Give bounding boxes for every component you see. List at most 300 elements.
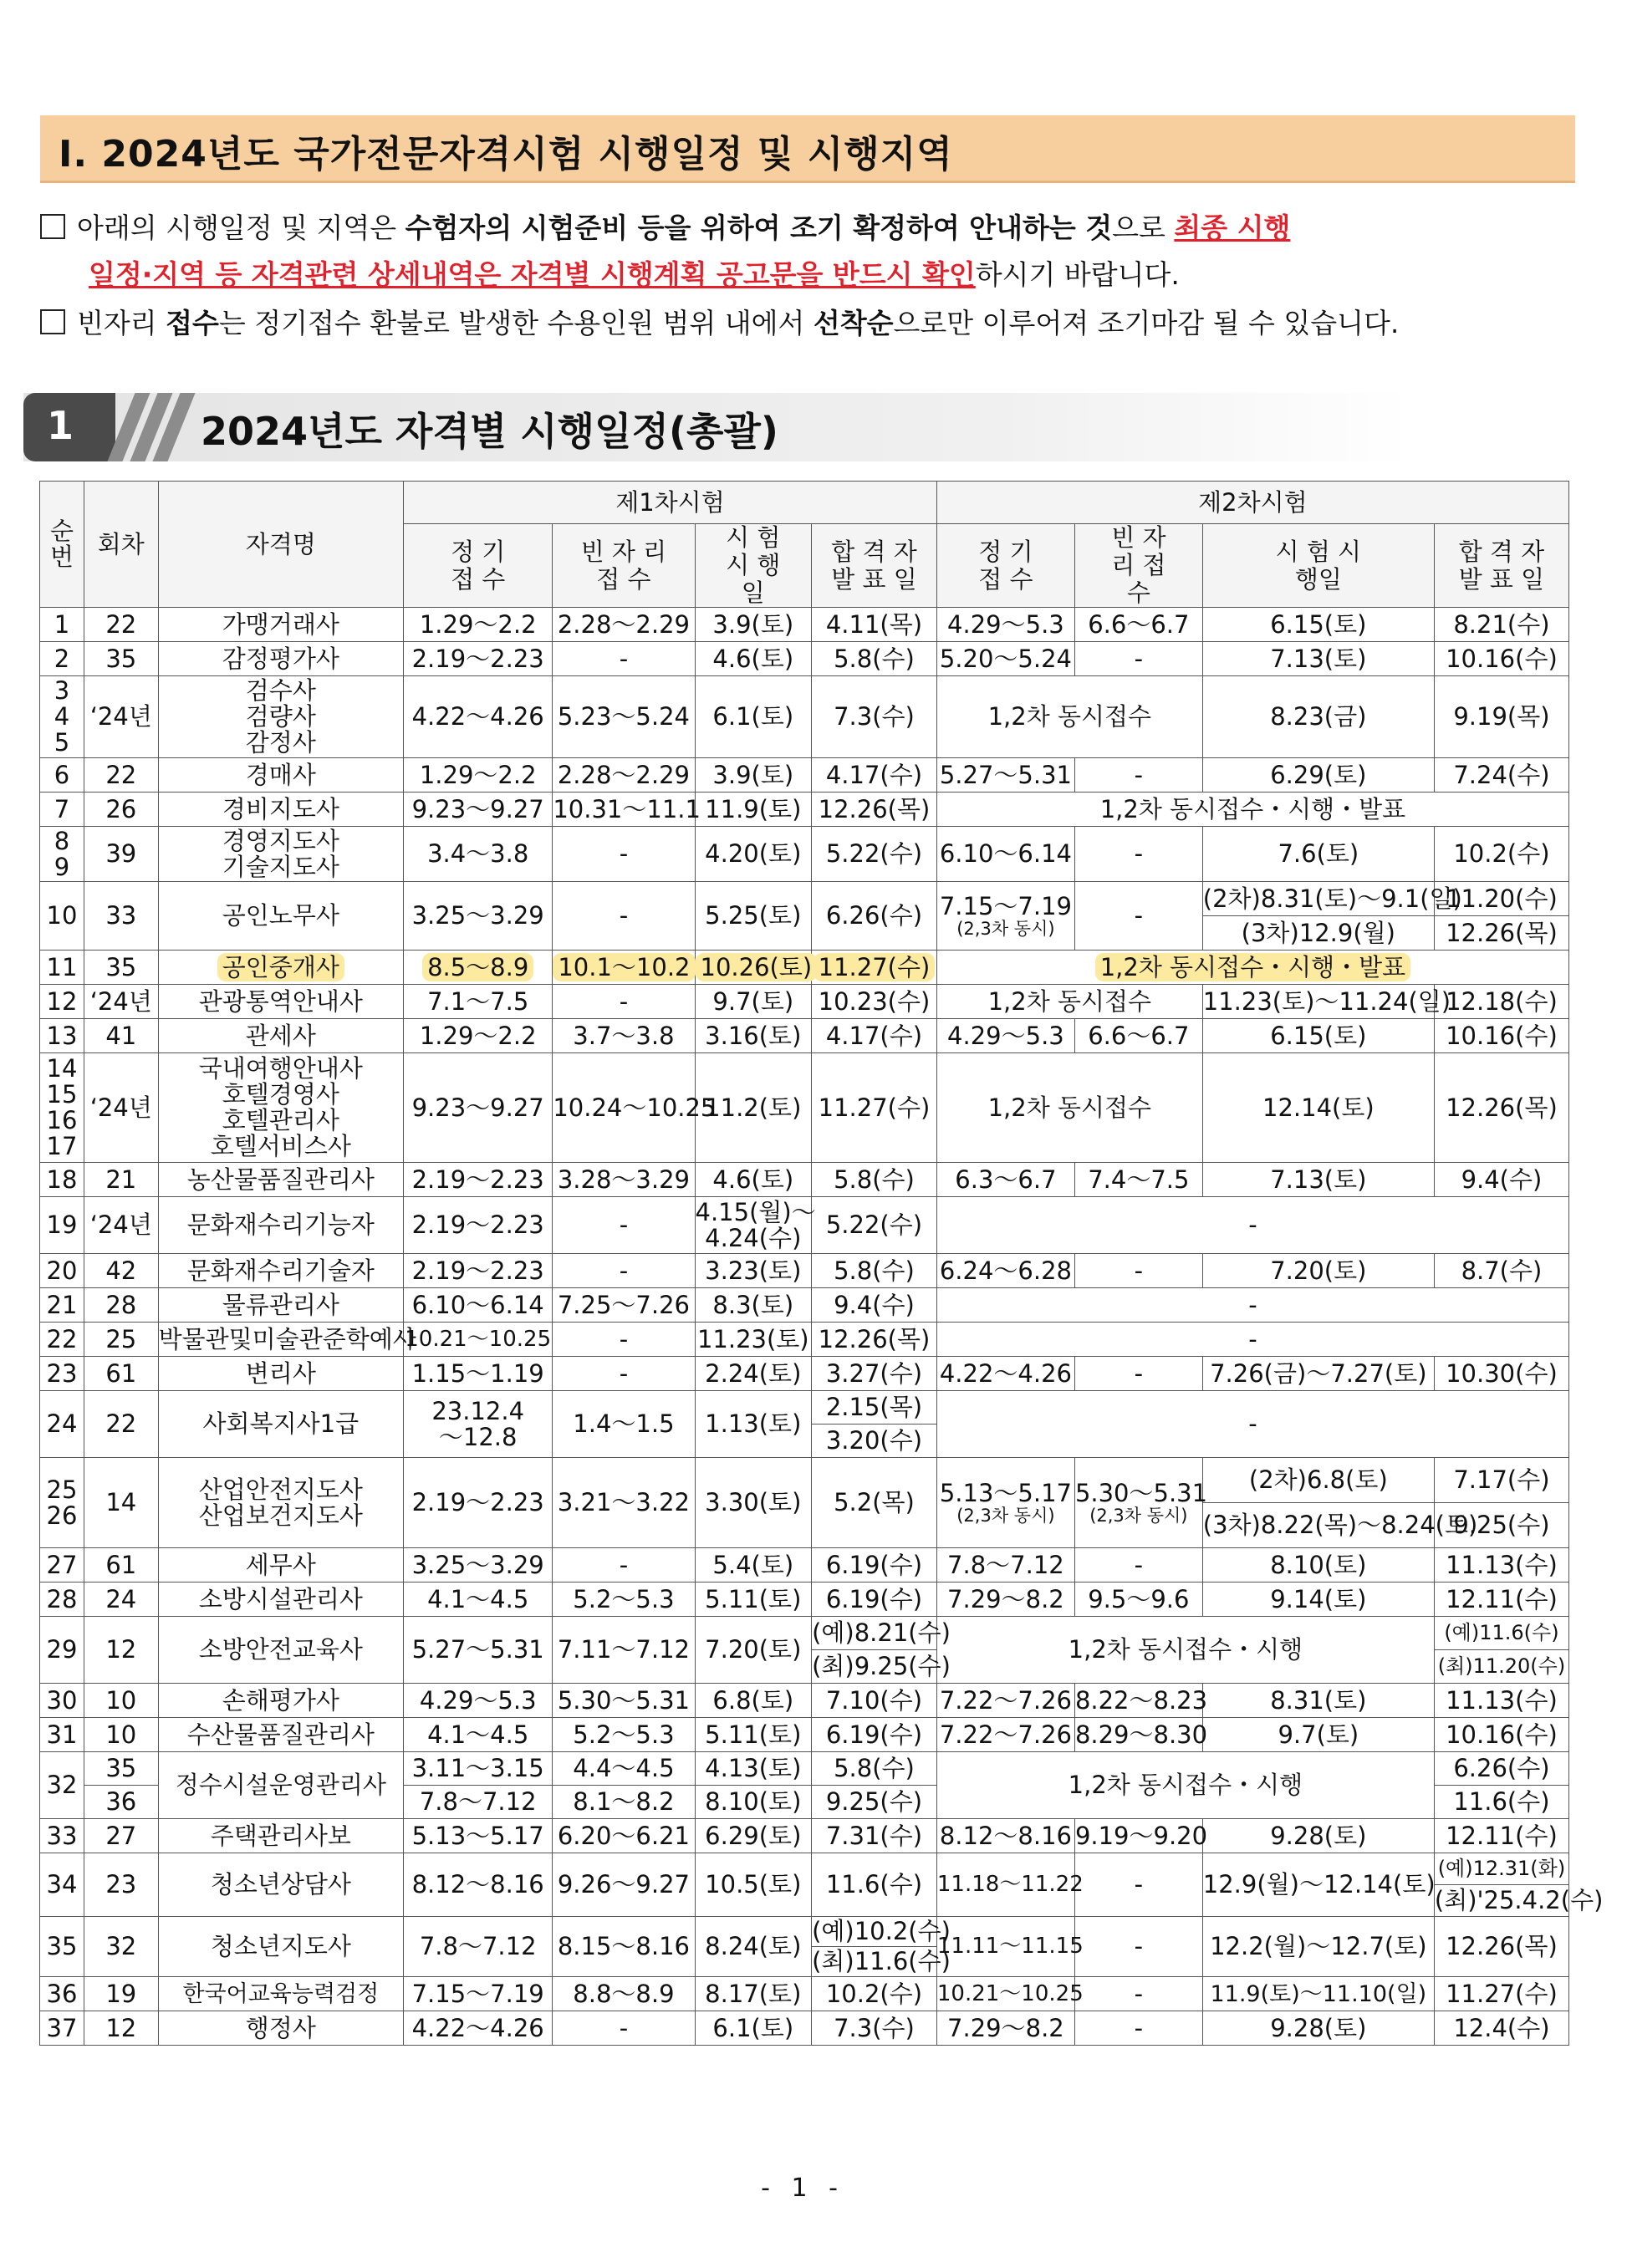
notice-text: 으로만 이루어져 조기마감 될 수 있습니다. — [893, 307, 1400, 339]
cell-text: 10.26(토) — [696, 953, 818, 981]
table-cell: 12.4(수) — [1434, 2011, 1568, 2046]
table-cell: 35 — [40, 1917, 84, 1977]
col-exam2: 시 험 시행일 — [1202, 524, 1434, 608]
table-cell: 검수사 검량사 감정사 — [158, 676, 403, 758]
col-reg: 정 기 접 수 — [404, 524, 553, 608]
table-cell: 19 — [84, 1977, 158, 2011]
table-cell: 9.28(토) — [1202, 2011, 1434, 2046]
section-title: Ⅰ. 2024년도 국가전문자격시험 시행일정 및 시행지역 — [59, 133, 953, 176]
col-first-exam: 제1차시험 — [404, 482, 937, 524]
table-cell: 28 — [84, 1288, 158, 1323]
table-cell: 22 — [84, 608, 158, 642]
table-cell: 관세사 — [158, 1019, 403, 1053]
table-cell: (최)11.20(수) — [1434, 1650, 1568, 1684]
table-cell: 1,2차 동시접수・시행・발표 — [936, 793, 1568, 827]
table-row — [40, 1853, 1569, 1885]
table-cell: 4.17(수) — [812, 758, 937, 793]
table-cell: 1,2차 동시접수・시행 — [936, 1752, 1434, 1819]
cell-text: 11.27(수) — [814, 953, 936, 981]
table-cell: 1.15～1.19 — [404, 1357, 553, 1391]
table-row — [40, 827, 1569, 882]
table-cell: 3.21～3.22 — [553, 1458, 695, 1548]
table-cell: 정수시설운영관리사 — [158, 1752, 403, 1819]
table-cell: 2.28～2.29 — [553, 608, 695, 642]
table-cell: 11.20(수) — [1434, 882, 1568, 916]
table-cell: 5.27～5.31 — [404, 1617, 553, 1684]
table-cell: 6.19(수) — [812, 1583, 937, 1617]
col-second-exam: 제2차시험 — [936, 482, 1568, 524]
table-cell: - — [1074, 1917, 1202, 1977]
table-cell: (최)11.6(수) — [812, 1947, 951, 1975]
table-cell: 한국어교육능력검정 — [158, 1977, 403, 2011]
notice-2 — [40, 300, 1579, 347]
table-cell: 36 — [40, 1977, 84, 2011]
table-cell: 8.3(토) — [695, 1288, 812, 1323]
table-cell: 8.21(수) — [1434, 608, 1568, 642]
table-row — [40, 2011, 1569, 2046]
cell-text: (2,3차 동시) — [1089, 1506, 1188, 1526]
table-cell: 8.31(토) — [1202, 1684, 1434, 1718]
cell-text: 8.5～8.9 — [422, 953, 533, 981]
table-cell: - — [1074, 758, 1202, 793]
table-cell: 3.9(토) — [695, 608, 812, 642]
table-cell: 11.13(수) — [1434, 1548, 1568, 1583]
table-cell: - — [1074, 1254, 1202, 1288]
table-cell: 28 — [40, 1583, 84, 1617]
table-cell: 4.1～4.5 — [404, 1583, 553, 1617]
table-row — [40, 1254, 1569, 1288]
table-cell: 물류관리사 — [158, 1288, 403, 1323]
table-cell — [158, 951, 403, 985]
table-cell: 3.23(토) — [695, 1254, 812, 1288]
table-cell — [812, 951, 937, 985]
table-cell: 청소년지도사 — [158, 1917, 403, 1977]
table-cell: 39 — [84, 827, 158, 882]
table-cell: 8.29～8.30 — [1074, 1718, 1202, 1752]
table-cell: - — [553, 1323, 695, 1357]
table-cell: 33 — [40, 1819, 84, 1853]
table-cell: 10.24～10.25 — [553, 1053, 695, 1163]
table-cell — [936, 882, 1074, 951]
table-cell: 2.19～2.23 — [404, 1197, 553, 1254]
table-cell: 13 — [40, 1019, 84, 1053]
table-cell: 세무사 — [158, 1548, 403, 1583]
table-cell: 8.7(수) — [1434, 1254, 1568, 1288]
table-cell: 7.17(수) — [1434, 1458, 1568, 1503]
table-cell — [1074, 1458, 1208, 1548]
table-row — [40, 1718, 1569, 1752]
table-cell: 9.4(수) — [812, 1288, 937, 1323]
table-cell: 10.2(수) — [812, 1977, 937, 2011]
cell-text: 5.13～5.17 — [939, 1479, 1072, 1507]
table-cell: 5.30～5.31 — [553, 1684, 695, 1718]
table-cell: 9.25(수) — [1434, 1503, 1568, 1548]
table-cell: - — [1074, 1357, 1202, 1391]
col-name: 자격명 — [158, 482, 403, 608]
table-cell: 5.2～5.3 — [553, 1718, 695, 1752]
checkbox-icon — [40, 309, 65, 334]
table-cell: 8.12～8.16 — [936, 1819, 1074, 1853]
table-cell: 11.9(토) — [695, 793, 812, 827]
table-cell: 11.18～11.22 — [936, 1853, 1074, 1917]
table-cell: 7.3(수) — [812, 676, 937, 758]
table-cell: 3.16(토) — [695, 1019, 812, 1053]
table-cell: 관광통역안내사 — [158, 985, 403, 1019]
col-reg2: 정 기 접 수 — [936, 524, 1074, 608]
table-cell: 11.27(수) — [812, 1053, 937, 1163]
table-cell: 경영지도사 기술지도사 — [158, 827, 403, 882]
table-cell: 5.27～5.31 — [936, 758, 1074, 793]
table-cell: - — [553, 642, 695, 676]
table-cell: 12.26(목) — [1434, 916, 1568, 951]
table-cell: 5.2～5.3 — [553, 1583, 695, 1617]
col-round: 회차 — [84, 482, 158, 608]
table-cell: 12.11(수) — [1434, 1819, 1568, 1853]
table-cell: 소방안전교육사 — [158, 1617, 403, 1684]
table-cell: 9.14(토) — [1202, 1583, 1434, 1617]
table-cell: 34 — [40, 1853, 84, 1917]
table-cell: 7.8～7.12 — [404, 1917, 553, 1977]
table-cell: 감정평가사 — [158, 642, 403, 676]
table-row — [40, 642, 1569, 676]
table-cell: 1,2차 동시접수 — [936, 1053, 1202, 1163]
cell-text: 1,2차 동시접수・시행・발표 — [1095, 953, 1410, 981]
table-cell: 9.5～9.6 — [1074, 1583, 1202, 1617]
table-cell: 27 — [40, 1548, 84, 1583]
table-cell: 경비지도사 — [158, 793, 403, 827]
table-cell: 8.10(토) — [1202, 1548, 1434, 1583]
table-cell: 7.20(토) — [695, 1617, 812, 1684]
table-cell: 3.28～3.29 — [553, 1163, 695, 1197]
col-exam: 시 험 시 행 일 — [695, 524, 812, 608]
table-cell: 10 — [84, 1684, 158, 1718]
table-cell: 7.4～7.5 — [1074, 1163, 1202, 1197]
table-cell: 7.26(금)～7.27(토) — [1202, 1357, 1434, 1391]
table-cell: (2차)8.31(토)～9.1(일) — [1202, 882, 1434, 916]
table-cell: 8.22～8.23 — [1074, 1684, 1202, 1718]
table-cell: 11.2(토) — [695, 1053, 812, 1163]
cell-text: 공인중개사 — [217, 953, 344, 981]
table-cell: 12.11(수) — [1434, 1583, 1568, 1617]
table-cell: 3.30(토) — [695, 1458, 812, 1548]
table-cell: 12 — [84, 1617, 158, 1684]
table-cell: 7.10(수) — [812, 1684, 937, 1718]
table-cell: 7.8～7.12 — [936, 1548, 1074, 1583]
table-cell: 42 — [84, 1254, 158, 1288]
table-cell: 10.31～11.1 — [553, 793, 695, 827]
table-cell: 23.12.4 ～12.8 — [404, 1391, 553, 1458]
table-row — [40, 1323, 1569, 1357]
table-cell: 61 — [84, 1357, 158, 1391]
table-row — [40, 1977, 1569, 2011]
table-cell: 5.4(토) — [695, 1548, 812, 1583]
subsection-title: 2024년도 자격별 시행일정(총괄) — [201, 409, 778, 454]
table-row — [40, 1197, 1569, 1254]
notice-text: 최종 시행 — [1174, 212, 1291, 244]
table-cell: 2.28～2.29 — [553, 758, 695, 793]
table-cell: 12 — [84, 2011, 158, 2046]
table-cell: 6.6～6.7 — [1074, 1019, 1202, 1053]
table-cell: 7.13(토) — [1202, 642, 1434, 676]
table-cell: 6.10～6.14 — [404, 1288, 553, 1323]
subsection-number-badge: 1 — [23, 393, 115, 461]
table-cell: 22 — [84, 1391, 158, 1458]
table-cell: 25 26 — [40, 1458, 84, 1548]
table-cell: 11.13(수) — [1434, 1684, 1568, 1718]
table-cell: 8.17(토) — [695, 1977, 812, 2011]
table-cell: 1.29～2.2 — [404, 758, 553, 793]
table-cell: 7.22～7.26 — [936, 1684, 1074, 1718]
notice-text: 아래의 시행일정 및 지역은 — [77, 212, 405, 244]
table-cell: 1.13(토) — [695, 1391, 812, 1458]
table-cell: 36 — [84, 1786, 158, 1819]
table-cell: 6.3～6.7 — [936, 1163, 1074, 1197]
table-cell: 8.15～8.16 — [553, 1917, 695, 1977]
table-cell: - — [553, 985, 695, 1019]
table-cell: 4.1～4.5 — [404, 1718, 553, 1752]
col-result2: 합 격 자 발 표 일 — [1434, 524, 1568, 608]
cell-text: (2,3차 동시) — [956, 919, 1055, 939]
table-cell: 32 — [40, 1752, 84, 1819]
table-cell: 손해평가사 — [158, 1684, 403, 1718]
table-cell: 8.23(금) — [1202, 676, 1434, 758]
table-cell: 23 — [84, 1853, 158, 1917]
table-cell: 1,2차 동시접수 — [936, 985, 1202, 1019]
table-cell: 9.25(수) — [812, 1786, 937, 1819]
table-row — [40, 1458, 1569, 1503]
table-cell: 소방시설관리사 — [158, 1583, 403, 1617]
table-cell: 4.29～5.3 — [936, 1019, 1074, 1053]
table-cell: 5.11(토) — [695, 1583, 812, 1617]
table-cell: (예)8.21(수) — [812, 1617, 937, 1650]
table-cell: 공인노무사 — [158, 882, 403, 951]
table-cell: 12.26(목) — [1434, 1053, 1568, 1163]
table-cell: 9.19～9.20 — [1074, 1819, 1202, 1853]
table-cell: 4.22～4.26 — [936, 1357, 1074, 1391]
table-cell: 4.29～5.3 — [936, 608, 1074, 642]
table-cell: 5.2(목) — [812, 1458, 937, 1548]
table-row — [40, 985, 1569, 1019]
table-cell: 6.15(토) — [1202, 608, 1434, 642]
col-vacant: 빈 자 리 접 수 — [553, 524, 695, 608]
table-cell: 행정사 — [158, 2011, 403, 2046]
table-cell: 4.20(토) — [695, 827, 812, 882]
table-cell: 10 — [84, 1718, 158, 1752]
table-cell: 3.27(수) — [812, 1357, 937, 1391]
table-cell: - — [936, 1197, 1568, 1254]
table-cell: 21 — [84, 1163, 158, 1197]
table-cell: 41 — [84, 1019, 158, 1053]
table-cell: 20 — [40, 1254, 84, 1288]
table-row — [40, 1288, 1569, 1323]
table-row — [40, 1752, 1569, 1786]
table-cell: - — [553, 882, 695, 951]
table-cell: 3.9(토) — [695, 758, 812, 793]
table-cell: - — [936, 1323, 1568, 1357]
table-cell: 31 — [40, 1718, 84, 1752]
table-cell: 61 — [84, 1548, 158, 1583]
table-cell: 7.11～7.12 — [553, 1617, 695, 1684]
table-cell: 3.11～3.15 — [404, 1752, 553, 1786]
table-row — [40, 608, 1569, 642]
table-cell: 6.8(토) — [695, 1684, 812, 1718]
table-cell: 30 — [40, 1684, 84, 1718]
table-cell: 3.25～3.29 — [404, 882, 553, 951]
table-cell: 8 9 — [40, 827, 84, 882]
table-cell: 12.18(수) — [1434, 985, 1568, 1019]
table-cell: - — [1074, 642, 1202, 676]
table-cell: 7.29～8.2 — [936, 2011, 1074, 2046]
table-cell: 11.11～11.15 — [936, 1917, 1074, 1977]
table-cell: 7.24(수) — [1434, 758, 1568, 793]
table-cell: 1 — [40, 608, 84, 642]
table-cell: 9.19(목) — [1434, 676, 1568, 758]
table-cell: 9.28(토) — [1202, 1819, 1434, 1853]
table-cell: 23 — [40, 1357, 84, 1391]
table-cell: 국내여행안내사 호텔경영사 호텔관리사 호텔서비스사 — [158, 1053, 403, 1163]
table-cell: 변리사 — [158, 1357, 403, 1391]
table-cell: 문화재수리기술자 — [158, 1254, 403, 1288]
checkbox-icon — [40, 214, 65, 239]
table-row — [40, 1163, 1569, 1197]
table-row — [40, 1617, 1569, 1650]
table-cell: 11.6(수) — [1434, 1786, 1568, 1819]
table-cell: 9.23～9.27 — [404, 1053, 553, 1163]
table-cell: 4.6(토) — [695, 642, 812, 676]
table-cell: 9.7(토) — [695, 985, 812, 1019]
notice-text: 빈자리 — [77, 307, 166, 339]
table-cell: 문화재수리기능자 — [158, 1197, 403, 1254]
table-cell: 7.13(토) — [1202, 1163, 1434, 1197]
table-cell: 11 — [40, 951, 84, 985]
table-cell: 6.1(토) — [695, 2011, 812, 2046]
table-row — [40, 676, 1569, 758]
table-cell: 32 — [84, 1917, 158, 1977]
table-cell: 35 — [84, 642, 158, 676]
table-cell: 7.29～8.2 — [936, 1583, 1074, 1617]
table-cell: 사회복지사1급 — [158, 1391, 403, 1458]
table-cell: 2.15(목) — [812, 1391, 937, 1425]
table-cell: 3.4～3.8 — [404, 827, 553, 882]
table-cell: 7.1～7.5 — [404, 985, 553, 1019]
table-cell: (예)11.6(수) — [1434, 1617, 1568, 1650]
table-cell: 2.24(토) — [695, 1357, 812, 1391]
table-cell: 10.23(수) — [812, 985, 937, 1019]
table-cell: (2차)6.8(토) — [1202, 1458, 1434, 1503]
table-cell: 22 — [84, 758, 158, 793]
notice-text: 일정·지역 등 자격관련 상세내역은 자격별 시행계획 공고문을 반드시 확인 — [89, 258, 976, 291]
table-row — [40, 1917, 1569, 1947]
notice-1 — [40, 205, 1579, 252]
table-cell: 8.1～8.2 — [553, 1786, 695, 1819]
table-cell: ‘24년 — [84, 676, 158, 758]
table-cell: 18 — [40, 1163, 84, 1197]
table-cell: 35 — [84, 1752, 158, 1786]
table-cell: 6.15(토) — [1202, 1019, 1434, 1053]
table-row — [40, 1819, 1569, 1853]
cell-text: 5.30～5.31 — [1074, 1479, 1208, 1507]
table-cell: 8.10(토) — [695, 1786, 812, 1819]
table-cell: - — [936, 1391, 1568, 1458]
table-cell: 10.2(수) — [1434, 827, 1568, 882]
table-cell: 8.8～8.9 — [553, 1977, 695, 2011]
table-cell: 8.12～8.16 — [404, 1853, 553, 1917]
table-cell: 2.19～2.23 — [404, 642, 553, 676]
table-cell: 10.30(수) — [1434, 1357, 1568, 1391]
table-cell: 10 — [40, 882, 84, 951]
table-cell: 7.20(토) — [1202, 1254, 1434, 1288]
notice-text: 접수 — [166, 307, 219, 339]
table-cell: ‘24년 — [84, 1053, 158, 1163]
table-row — [40, 1684, 1569, 1718]
page-number: - 1 - — [761, 2174, 844, 2203]
table-cell: 12.14(토) — [1202, 1053, 1434, 1163]
table-cell: - — [1074, 1977, 1202, 2011]
section-header — [40, 115, 1575, 183]
notice-text: 는 정기접수 환불로 발생한 수용인원 범위 내에서 — [218, 307, 814, 339]
table-cell: 29 — [40, 1617, 84, 1684]
table-cell: 11.27(수) — [1434, 1977, 1568, 2011]
table-cell: 7.6(토) — [1202, 827, 1434, 882]
table-cell: 박물관및미술관준학예사 — [158, 1323, 403, 1357]
table-cell: 4.4～4.5 — [553, 1752, 695, 1786]
table-cell: 11.23(토)～11.24(일) — [1202, 985, 1434, 1019]
table-cell: 5.22(수) — [812, 1197, 937, 1254]
table-cell: - — [1074, 1853, 1202, 1917]
table-cell: 3.7～3.8 — [553, 1019, 695, 1053]
table-cell: - — [1074, 1548, 1202, 1583]
table-cell: 5.8(수) — [812, 1752, 937, 1786]
table-cell: (예)10.2(수) — [812, 1917, 951, 1945]
table-cell: 7.25～7.26 — [553, 1288, 695, 1323]
table-cell: 1.4～1.5 — [553, 1391, 695, 1458]
table-cell: 경매사 — [158, 758, 403, 793]
table-cell: ‘24년 — [84, 1197, 158, 1254]
table-cell: (최)9.25(수) — [812, 1650, 937, 1684]
table-cell: 9.26～9.27 — [553, 1853, 695, 1917]
table-cell: - — [553, 1548, 695, 1583]
table-cell: 6.26(수) — [1434, 1752, 1568, 1786]
cell-text: 7.15～7.19 — [939, 892, 1072, 920]
table-cell: 6.20～6.21 — [553, 1819, 695, 1853]
table-cell: 6.29(토) — [1202, 758, 1434, 793]
table-cell: 6.26(수) — [812, 882, 937, 951]
table-cell: 5.13～5.17 — [404, 1819, 553, 1853]
table-cell: 11.23(토) — [695, 1323, 812, 1357]
col-order: 순번 — [40, 482, 84, 608]
table-cell — [936, 1458, 1074, 1548]
table-cell: 12.26(목) — [1434, 1917, 1568, 1977]
table-cell: 10.16(수) — [1434, 642, 1568, 676]
table-cell: 6.19(수) — [812, 1718, 937, 1752]
notice-1-cont — [89, 252, 1627, 298]
table-cell: 24 — [84, 1583, 158, 1617]
table-cell: 5.8(수) — [812, 1163, 937, 1197]
table-cell: 가맹거래사 — [158, 608, 403, 642]
table-row — [40, 1357, 1569, 1391]
table-cell: - — [553, 1197, 695, 1254]
table-cell: 4.15(월)～ 4.24(수) — [695, 1197, 816, 1252]
table-row-highlighted — [40, 951, 1569, 985]
schedule-table — [39, 481, 1604, 2046]
table-cell: 산업안전지도사 산업보건지도사 — [158, 1458, 403, 1548]
table-cell: 농산물품질관리사 — [158, 1163, 403, 1197]
table-cell: 7.22～7.26 — [936, 1718, 1074, 1752]
table-cell: 5.20～5.24 — [936, 642, 1074, 676]
table-cell: 33 — [84, 882, 158, 951]
table-cell: 4.22～4.26 — [404, 676, 553, 758]
table-cell: 청소년상담사 — [158, 1853, 403, 1917]
